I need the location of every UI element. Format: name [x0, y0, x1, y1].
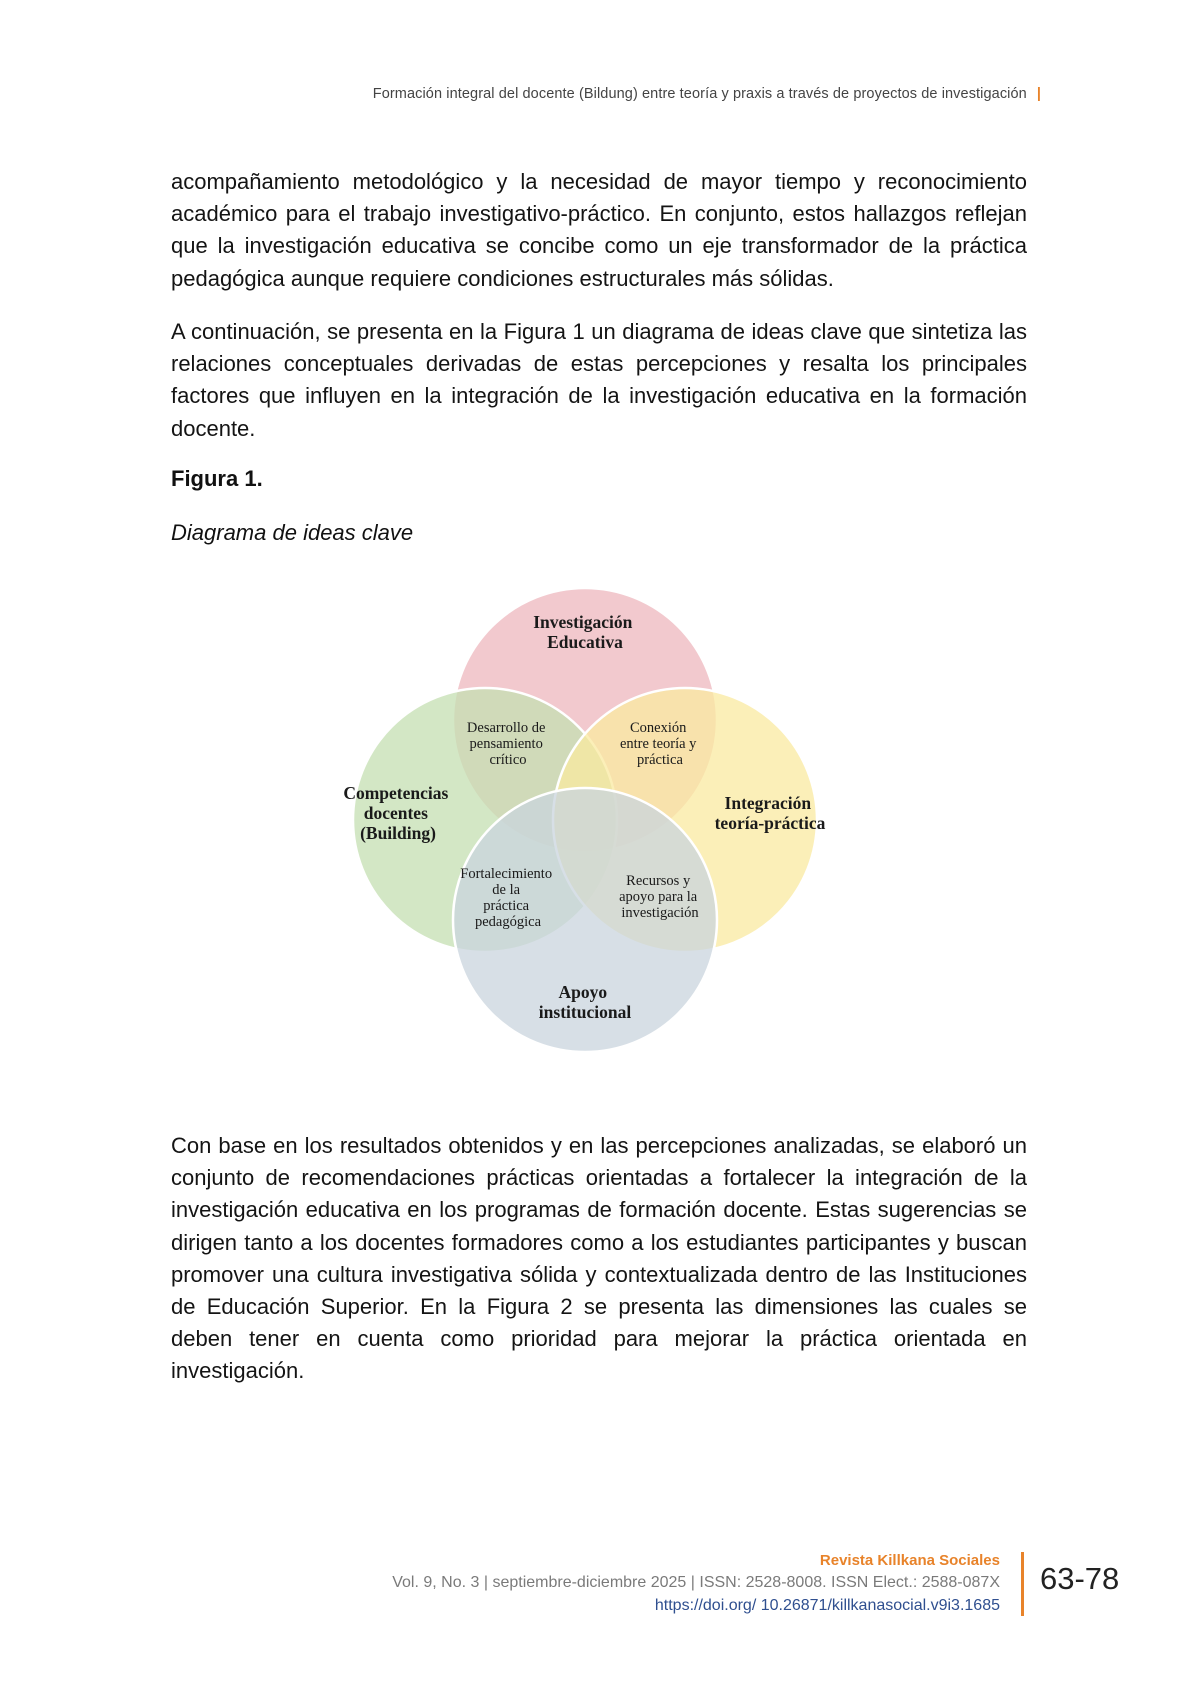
running-header-title: Formación integral del docente (Bildung) entre teoría y praxis a través de proyectos de investigación [372, 86, 1027, 102]
venn-label-left-line: (Building) [360, 823, 436, 843]
running-header-separator: | [1036, 86, 1041, 102]
venn-label-bottom-line: Apoyo [558, 982, 608, 1002]
venn-overlap-line: Fortalecimiento [460, 866, 553, 882]
venn-diagram [330, 565, 860, 1080]
venn-overlap-line: apoyo para la [619, 889, 698, 905]
venn-label-right-line: Integración [724, 793, 812, 813]
venn-overlap-line: pensamiento [469, 736, 543, 752]
venn-label-left-line: Competencias [343, 783, 449, 803]
venn-label-right-line: teoría-práctica [714, 813, 826, 833]
footer-divider [1021, 1552, 1024, 1616]
venn-label-right [715, 793, 826, 833]
venn-overlap-line: pedagógica [474, 914, 542, 930]
figure-caption: Diagrama de ideas clave [171, 520, 414, 545]
venn-overlap-line: práctica [483, 898, 530, 914]
venn-overlap-line: investigación [621, 905, 699, 921]
running-header [373, 86, 1041, 102]
paragraph-3: Con base en los resultados obtenidos y en las percepciones analizadas, se elaboró un conjunto de recomendaciones prácticas orientadas a fortalecer la integración de la investigación educativa en los programas de formación docente. Estas sugerencias se dirigen tanto a los docentes formadores como a los estudiantes participantes y buscan promover una cultura investigativa sólida y contextualizada dentro de las Instituciones de Educación Superior. En la Figura 2 se presenta las dimensiones las cuales se deben tener en cuenta como prioridad para mejorar la práctica orientada en investigación. [171, 1133, 1027, 1384]
figure-label: Figura 1. [171, 466, 263, 491]
venn-label-top-line: Investigación [533, 612, 633, 632]
paragraph-2: A continuación, se presenta en la Figura 1 un diagrama de ideas clave que sintetiza las relaciones conceptuales derivadas de estas percepciones y resalta los principales factores que influyen en la integración de la investigación educativa en la formación docente. [171, 319, 1027, 441]
venn-label-top-line: Educativa [547, 632, 623, 652]
venn-overlap-line: Recursos y [626, 873, 691, 889]
venn-label-top [533, 612, 637, 652]
page-number: 63-78 [1040, 1561, 1120, 1596]
venn-overlap-line: entre teoría y [619, 736, 697, 752]
footer-issue-info: Vol. 9, No. 3 | septiembre-diciembre 2025 | ISSN: 2528-8008. ISSN Elect.: 2588-087X [392, 1574, 1000, 1591]
venn-overlap-line: Desarrollo de [466, 720, 546, 736]
venn-overlap-bottom-right [619, 873, 701, 921]
footer-journal-name: Revista Killkana Sociales [819, 1552, 1000, 1569]
venn-overlap-line: crítico [489, 752, 527, 768]
venn-label-left-line: docentes [363, 803, 428, 823]
venn-overlap-line: Conexión [629, 720, 687, 736]
venn-overlap-line: de la [492, 882, 521, 898]
footer-doi-link[interactable]: https://doi.org/ 10.26871/killkanasocial.v9i3.1685 [654, 1597, 1000, 1614]
venn-overlap-line: práctica [637, 752, 683, 768]
paragraph-1: acompañamiento metodológico y la necesidad de mayor tiempo y reconocimiento académico para el trabajo investigativo-práctico. En conjunto, estos hallazgos reflejan que la investigación educativa se concibe como un eje transformador de la práctica pedagógica aunque requiere condiciones estructurales más sólidas. [171, 169, 1027, 291]
venn-label-bottom-line: institucional [538, 1002, 632, 1022]
